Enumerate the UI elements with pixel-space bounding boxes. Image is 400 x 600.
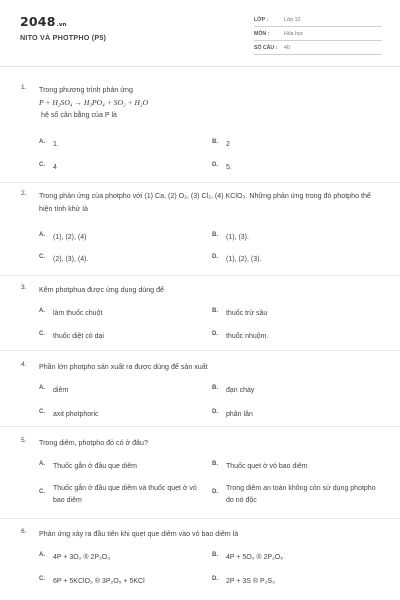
option-letter: A. — [39, 461, 45, 467]
reaction-equation: P + H₂SO₄ → H₃PO₄ + SO₂ + H₂O — [39, 97, 149, 107]
meta-count-value: 40 — [284, 45, 290, 51]
question-stem-text: Trong phương trình phản ứng — [39, 86, 133, 94]
option-letter: D. — [212, 331, 218, 337]
meta-subject-value: Hóa học — [284, 31, 304, 37]
logo-suffix: .vn — [56, 22, 67, 28]
site-logo[interactable] — [20, 14, 67, 29]
option-text: 5. — [226, 164, 232, 171]
question-divider — [0, 275, 400, 276]
option-letter: A. — [39, 552, 45, 558]
option-letter: D. — [212, 254, 218, 260]
option-text: Thuốc quẹt ở vỏ bao diêm — [226, 463, 308, 470]
document-title: NITO VÀ PHOTPHO (P5) — [20, 33, 107, 42]
header — [0, 0, 400, 66]
meta-grade — [254, 14, 382, 27]
option-text: làm thuốc chuột — [53, 310, 103, 317]
question-stem-continued: hệ số cân bằng của P là — [41, 111, 117, 119]
question-number: 2. — [21, 190, 27, 197]
option-text: 4P + 5O₂ ® 2P₂O₅ — [226, 554, 284, 561]
option-letter: D. — [212, 576, 218, 582]
option-text: 2 — [226, 141, 230, 148]
meta-grade-label: LỚP : — [254, 17, 269, 23]
option-letter: D. — [212, 489, 218, 495]
option-letter: B. — [212, 139, 218, 145]
meta-question-count — [254, 42, 382, 55]
logo-text: 2048 — [20, 14, 56, 29]
question-stem: Phần lớn photpho sản xuất ra được dùng để sản xuất — [39, 363, 208, 371]
option-text: (1), (2), (3). — [226, 256, 262, 263]
option-text: 6P + 5KClO₃ ® 3P₂O₅ + 5KCl — [53, 578, 145, 585]
option-text: thuốc nhuộm. — [226, 333, 269, 340]
question-divider — [0, 426, 400, 427]
option-text: (1), (3). — [226, 234, 249, 241]
option-text: diêm — [53, 387, 69, 394]
option-letter: A. — [39, 232, 45, 238]
option-text: Thuốc gắn ở đầu que diêm — [53, 463, 137, 470]
meta-subject-label: MÔN : — [254, 31, 270, 37]
option-text: thuốc diệt cỏ dại — [53, 333, 104, 340]
question-stem: Phản ứng xảy ra đầu tiên khi quẹt que diêm vào vỏ bao diêm là — [39, 530, 239, 538]
question-stem: Trong diêm, photpho đỏ có ở đâu? — [39, 439, 148, 447]
option-letter: C. — [39, 162, 45, 168]
header-divider — [0, 66, 400, 67]
question-divider — [0, 350, 400, 351]
meta-subject — [254, 28, 382, 41]
option-letter: C. — [39, 489, 45, 495]
option-text: phân lân — [226, 411, 253, 418]
option-text: Thuốc gắn ở đầu que diêm và thuốc quẹt ở vỏ bao diêm — [53, 485, 197, 504]
option-letter: C. — [39, 254, 45, 260]
option-letter: B. — [212, 552, 218, 558]
option-letter: C. — [39, 576, 45, 582]
meta-grade-value: Lớp 12 — [284, 17, 301, 23]
option-text: 1. — [53, 141, 59, 148]
question-stem: Kẽm photphua được ứng dụng dùng để — [39, 286, 164, 294]
option-letter: B. — [212, 385, 218, 391]
option-letter: A. — [39, 139, 45, 145]
option-text: 4 — [53, 164, 57, 171]
question-number: 4. — [21, 361, 27, 368]
question-number: 6. — [21, 528, 27, 535]
question-stem: Trong phản ứng của photpho với (1) Ca, (2) O₂, (3) Cl₂, (4) KClO₃. Những phản ứng trong đó photpho thể hiện tính khử là — [39, 192, 371, 213]
option-letter: C. — [39, 331, 45, 337]
meta-count-label: SỐ CÂU : — [254, 45, 278, 51]
option-text: 2P + 3S ® P₂S₃ — [226, 578, 275, 585]
option-letter: A. — [39, 308, 45, 314]
option-text: (1), (2), (4) — [53, 234, 87, 241]
question-number: 1. — [21, 84, 27, 91]
option-letter: B. — [212, 232, 218, 238]
option-letter: C. — [39, 409, 45, 415]
question-number: 3. — [21, 284, 27, 291]
option-text: đạn cháy — [226, 387, 255, 394]
option-text: thuốc trừ sâu — [226, 310, 268, 317]
option-letter: D. — [212, 409, 218, 415]
question-number: 5. — [21, 437, 27, 444]
option-letter: A. — [39, 385, 45, 391]
option-text: (2), (3), (4). — [53, 256, 89, 263]
option-text: 4P + 3O₂ ® 2P₂O₃ — [53, 554, 111, 561]
option-text: axit photphoric — [53, 411, 99, 418]
question-stem — [39, 84, 379, 122]
question-divider — [0, 518, 400, 519]
option-text: Trong diêm an toàn không còn sử dụng photpho do nó độc — [226, 485, 376, 504]
question-divider — [0, 182, 400, 183]
option-letter: B. — [212, 308, 218, 314]
option-letter: B. — [212, 461, 218, 467]
option-letter: D. — [212, 162, 218, 168]
